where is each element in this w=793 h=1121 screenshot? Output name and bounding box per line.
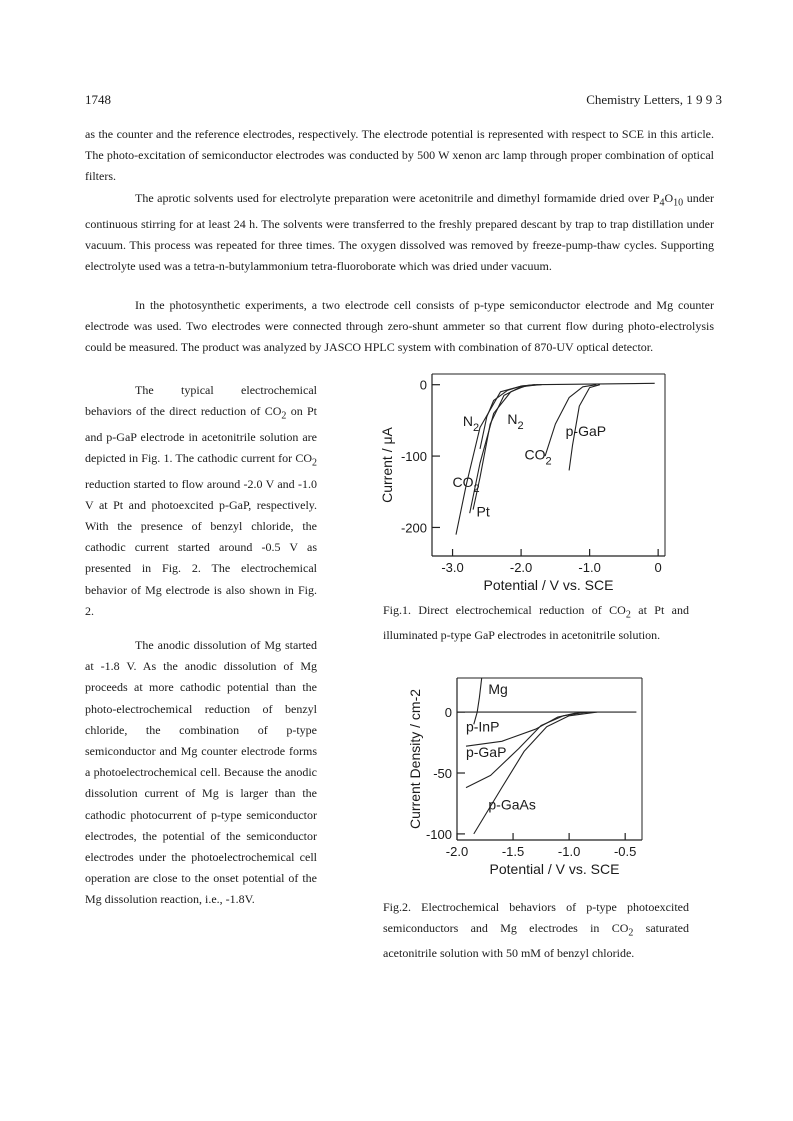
journal-header: Chemistry Letters, 1 9 9 3 bbox=[586, 92, 722, 107]
x-tick-label: -2.0 bbox=[509, 560, 533, 575]
curve-label-text: N bbox=[507, 410, 518, 427]
page-number: 1748 bbox=[85, 92, 111, 107]
x-tick-label: -1.5 bbox=[501, 844, 525, 859]
paragraph-photosynthetic: In the photosynthetic experiments, a two electrode cell consists of p-type semiconductor electrode and Mg counter electrode was used. Two electrodes were connected through zero-shunt ammeter so that current flow during photo-electrolysis could be measured. The product was analyzed by JASCO HPLC system with combination of 870-UV optical detector. bbox=[85, 298, 714, 355]
curve-label bbox=[466, 744, 506, 760]
x-tick-label: -1.0 bbox=[578, 560, 601, 575]
curve-label-subscript: 2 bbox=[517, 419, 524, 432]
x-tick-label: -0.5 bbox=[613, 844, 637, 859]
figure-1-caption bbox=[383, 600, 689, 646]
curve-label bbox=[507, 411, 523, 432]
x-tick-label: -2.0 bbox=[445, 844, 469, 859]
curve-label-text: p-InP bbox=[465, 718, 500, 735]
series-line-5 bbox=[545, 385, 596, 456]
formula-p: P bbox=[652, 191, 660, 205]
subscript: 2 bbox=[625, 609, 631, 621]
curve-label bbox=[463, 413, 479, 434]
text: at Pt and illuminated p-type GaP electrodes in acetonitrile solution. bbox=[383, 603, 690, 643]
curve-label bbox=[488, 681, 507, 697]
formula-o: O bbox=[664, 191, 674, 205]
paragraph-solvents bbox=[85, 188, 714, 277]
y-axis-label: Current Density / cm-2 bbox=[407, 688, 423, 830]
formula-sub: 4 bbox=[659, 197, 665, 209]
y-tick-label: -50 bbox=[433, 766, 452, 782]
curve-label bbox=[488, 797, 535, 813]
curve-label-subscript: 2 bbox=[473, 482, 480, 495]
y-tick-label: -100 bbox=[400, 449, 427, 465]
curve-label-text: p-GaP bbox=[565, 423, 607, 440]
figure-1-chart bbox=[370, 366, 690, 601]
text: under continuous stirring for at least 24 h. The solvents were transferred to the freshly prepared descant by trap to trap distillation under vacuum. This process was repeated for three times. The oxygen dissolved was removed by freeze-pump-thaw cycles. Supporting electrolyte used was a tetra-n-butylammonium tetra-fluoroborate which was dried under vacuum. bbox=[85, 191, 715, 273]
curve-label bbox=[466, 719, 499, 735]
x-tick-label: 0 bbox=[654, 560, 662, 575]
text: Fig.1. Direct electrochemical reduction of CO bbox=[383, 603, 626, 617]
text: on Pt and p-GaP electrode in acetonitrile solution are depicted in Fig. 1. The cathodic current for CO bbox=[85, 404, 317, 465]
x-tick-label: -3.0 bbox=[441, 560, 464, 575]
figure-2-caption bbox=[383, 897, 689, 964]
curve-label bbox=[566, 423, 606, 439]
paragraph-behaviors bbox=[85, 380, 317, 622]
curve-label-text: CO bbox=[452, 473, 474, 490]
curve-label bbox=[453, 474, 480, 495]
figure-2-chart bbox=[400, 670, 660, 895]
subscript: 2 bbox=[312, 457, 317, 469]
curve-label bbox=[477, 504, 490, 520]
y-axis-label: Current / μA bbox=[379, 427, 395, 503]
x-tick-label: -1.0 bbox=[557, 844, 581, 859]
formula bbox=[652, 191, 684, 209]
curve-label-text: CO bbox=[524, 446, 546, 463]
paragraph-methods-light: as the counter and the reference electrodes, respectively. The electrode potential is represented with respect to SCE in this article. The photo-excitation of semiconductor electrodes was conducted by 500 W xenon arc lamp through proper combination of optical filters. bbox=[85, 127, 714, 184]
y-tick-label: 0 bbox=[444, 705, 452, 721]
x-axis-label: Potential / V vs. SCE bbox=[489, 861, 620, 877]
curve-label-text: N bbox=[462, 413, 473, 430]
series-line-1 bbox=[470, 383, 655, 513]
y-tick-label: -200 bbox=[400, 520, 427, 536]
text: The typical electrochemical behaviors of the direct reduction of CO bbox=[85, 383, 317, 419]
text: reduction started to flow around -2.0 V and -1.0 V at Pt and photoexcited p-GaP, respectively. With the presence of benzyl chloride, the cathodic current started around -0.5 V as presented in Fig. 2. The electrochemical behavior of Mg electrode is also shown in Fig. 2. bbox=[85, 476, 317, 618]
curve-label-text: p-GaP bbox=[465, 744, 507, 761]
formula-sub: 10 bbox=[673, 197, 684, 209]
series-line-mg bbox=[474, 678, 482, 724]
text: saturated acetonitrile solution with 50 mM of benzyl chloride. bbox=[383, 921, 689, 961]
text: Fig.2. Electrochemical behaviors of p-type photoexcited semiconductors and Mg electrodes in CO bbox=[383, 900, 689, 935]
subscript: 2 bbox=[281, 410, 287, 422]
y-tick-label: 0 bbox=[419, 377, 427, 393]
curve-label-text: p-GaAs bbox=[488, 796, 536, 813]
x-axis-label: Potential / V vs. SCE bbox=[483, 577, 614, 593]
curve-label-subscript: 2 bbox=[472, 422, 480, 435]
curve-label-text: Mg bbox=[488, 680, 508, 697]
curve-label-subscript: 2 bbox=[545, 455, 552, 468]
curve-label-text: Pt bbox=[476, 503, 490, 520]
y-tick-label: -100 bbox=[425, 826, 452, 842]
paragraph-mg-dissolution: The anodic dissolution of Mg started at -1.8 V. As the anodic dissolution of Mg proceeds at more cathodic potential than the photo-electrochemical reduction of benzyl chloride, the combination of p-type semiconductor and Mg counter electrode forms a photoelectrochemical cell. Because the anodic dissolution current of Mg is larger than the cathodic photocurrent of p-type semiconductor electrodes, the potential of the semiconductor electrodes under the photoelectrochemical cell operation are close to the onset potential of the Mg dissolution reaction, i.e., -1.8V. bbox=[85, 638, 317, 907]
subscript: 2 bbox=[628, 927, 634, 939]
text: The aprotic solvents used for electrolyte preparation were acetonitrile and dimethyl formamide dried over bbox=[135, 191, 650, 205]
